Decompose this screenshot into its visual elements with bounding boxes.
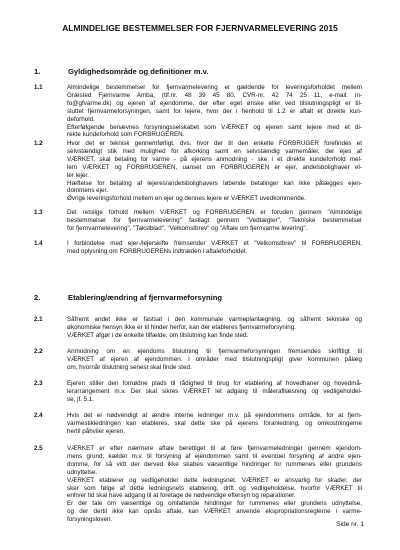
- text-line: Efterfølgende benævnes forsyningsselskabet som VÆRKET og ejeren samt lejere med et di-: [67, 123, 362, 131]
- text-line: dommens ejer.: [67, 187, 108, 195]
- text-line: Øvrige leveringsforhold mellem en ejer og dennes lejere er VÆRKET uvedkommende.: [67, 195, 306, 203]
- text-line: Hæftelse for betaling af lejeres/andelsbolighavers løbende betalinger kan ikke pålægges ejen-: [67, 179, 362, 187]
- section-heading: [34, 293, 222, 302]
- clause-number: 2.1: [34, 316, 43, 323]
- text-line: lerarrangement m.v. Der skal sikres VÆRKET let adgang til målerafllæsning og vedligeholdel-: [67, 387, 362, 395]
- clause-body: [67, 240, 362, 256]
- text-line: med oplysning om FORBRUGERENs indtræden i aftaleforholdet.: [67, 247, 248, 255]
- clause-body: [67, 140, 362, 203]
- text-line: sluttet fjernvarmeforsyningen, samt for lejere, hvor der i henhold til 1.2 er aftalt et direkte kun-: [67, 107, 362, 115]
- section-heading-text: Etablering/ændring af fjernvarmeforsyning: [68, 293, 223, 302]
- clause-number: 1.1: [34, 84, 43, 91]
- clause-body: [67, 412, 362, 436]
- text-line: enhver tid skal have adgang til at foretage de nødvendige eftersyn og reparationer.: [67, 492, 296, 500]
- text-line: Det retslige forhold mellem VÆRKET og FORBRUGEREN er foruden gennem "Almindelige: [67, 209, 362, 216]
- section-heading-text: Gyldighedsområde og definitioner m.v.: [68, 67, 209, 76]
- text-line: udnyttelse.: [67, 468, 98, 476]
- text-line: for fjernvarmelevering", "Takstblad", "Velkomstbrev" og "Aftale om fjernvarme levering".: [67, 224, 308, 232]
- section-heading: [34, 67, 208, 76]
- text-line: mens grund, kælder m.v. til forsyning af ejendommen samt til eventuel forsyning af andre ejen-: [67, 452, 362, 460]
- text-line: varmestikledningen kan etableres, skal dette ske på ejerens foranledning, og omkostningerne: [67, 419, 362, 427]
- text-line: Ejeren stiller den fornødne plads til rådighed til brug for etablering af hovedhaner og hovedmå-: [67, 380, 362, 387]
- text-line: VÆRKET er efter nærmere aftale berettiget til at føre fjernvarmeledninger gennem ejendom-: [67, 445, 362, 452]
- clause-body: [67, 209, 362, 233]
- text-line: VÆRKET etablerer og vedligeholder dette ledningsnet. VÆRKET er ansvarlig for skader, der: [67, 476, 362, 484]
- section-number: 2.: [34, 293, 41, 302]
- text-line: Græsted Fjernvarme Amba, (tlf.nr. 48 39 45 80, CVR-nr. 42 74 25 11, e-mail: in-: [67, 91, 362, 99]
- text-line: Almindelige bestemmelser for fjernvarmelevering er gældende for leveringsforholdet mellem: [67, 84, 362, 91]
- clause-body: [67, 316, 362, 340]
- text-line: I forbindelse med ejer-/lejerskifte fremsender VÆRKET et "Velkomstbrev" til FORBRUGEREN,: [67, 240, 362, 247]
- clause-number: 2.2: [34, 348, 43, 355]
- text-line: domme, for så vidt der derved ikke skabes væsentlige hindringer for rummenes eller grundens: [67, 460, 362, 468]
- document-title: ALMINDELIGE BESTEMMELSER FOR FJERNVARMELEVERING 2015: [62, 23, 338, 33]
- text-line: sker som følge af dette ledningsnets etablering, drift og vedligeholdelse, hvorfor VÆRKET til: [67, 484, 362, 492]
- section-number: 1.: [34, 67, 41, 76]
- clause-number: 2.3: [34, 380, 43, 387]
- text-line: bestemmelser for fjernvarmelevering" fastlagt gennem "Vedtægter", "Tekniske bestemmelser: [67, 216, 362, 224]
- clause-number: 2.4: [34, 412, 43, 419]
- text-line: forsyningsloven.: [67, 516, 113, 524]
- clause-number: 1.2: [34, 140, 43, 147]
- clause-number: 2.5: [34, 445, 43, 452]
- text-line: Anmodning om en ejendoms tilslutning til fjernvarmeforsyningen fremsendes skriftligt til: [67, 348, 362, 355]
- text-line: Hvor det er teknisk gennemførligt, dvs. hvor der til den enkelte FORBRUGER forefindes et: [67, 140, 362, 147]
- text-line: VÆRKET af ejeren af ejendommen. I områder med tilslutningspligt giver kommunen pålæg: [67, 355, 362, 363]
- text-line: fo@gfvarme.dk) og ejeren af ejendomme, der efter eget ønske eller ved tilslutningspligt er til-: [67, 99, 362, 107]
- text-line: se, jf. 5.1.: [67, 395, 95, 403]
- text-line: deforhold.: [67, 115, 95, 123]
- text-line: Hvis det er nødvendigt at ændre interne ledninger m.v. på ejendommens område, for at fjern-: [67, 412, 362, 419]
- text-line: Såfremt andet ikke er fastsat i den kommunale varmeplanlægning, og såfremt tekniske og: [67, 316, 362, 323]
- text-line: og der dertil ikke kan opnås aftale, kan VÆRKET anvende ekspropriationsreglerne i varme-: [67, 508, 362, 516]
- text-line: Er der tale om væsentlige og omfattende hindringer for rummenes eller grundens udnyttelse,: [67, 500, 362, 508]
- text-line: økonomiske hensyn ikke er til hinder herfor, kan der etableres fjernvarmeforsyning.: [67, 323, 296, 331]
- text-line: VÆRKET, skal betaling for varme - på ejerens anmodning - ske i et direkte kundeforhold mel-: [67, 155, 362, 163]
- text-line: selvstændigt stik med mulighed for afkorking samt en selvstændig varmemåler, der ejes af: [67, 147, 362, 155]
- text-line: om, hvornår tilslutning senest skal finde sted.: [67, 363, 192, 371]
- text-line: lem VÆRKET og FORBRUGEREN, uanset om FORBRUGEREN er ejer, andelsbolighaver el-: [67, 163, 362, 171]
- clause-number: 1.3: [34, 209, 43, 216]
- clause-body: [67, 445, 362, 524]
- text-line: rekte kundeforhold som FORBRUGEREN.: [67, 131, 185, 139]
- clause-body: [67, 380, 362, 404]
- page-number: Side nr. 1: [336, 521, 364, 528]
- text-line: hertil påhviler ejeren.: [67, 427, 126, 435]
- clause-body: [67, 348, 362, 372]
- clause-number: 1.4: [34, 240, 43, 247]
- clause-body: [67, 84, 362, 139]
- text-line: ler lejer.: [67, 171, 89, 179]
- text-line: VÆRKET afgør i de enkelte tilfælde, om tilslutning kan finde sted.: [67, 331, 249, 339]
